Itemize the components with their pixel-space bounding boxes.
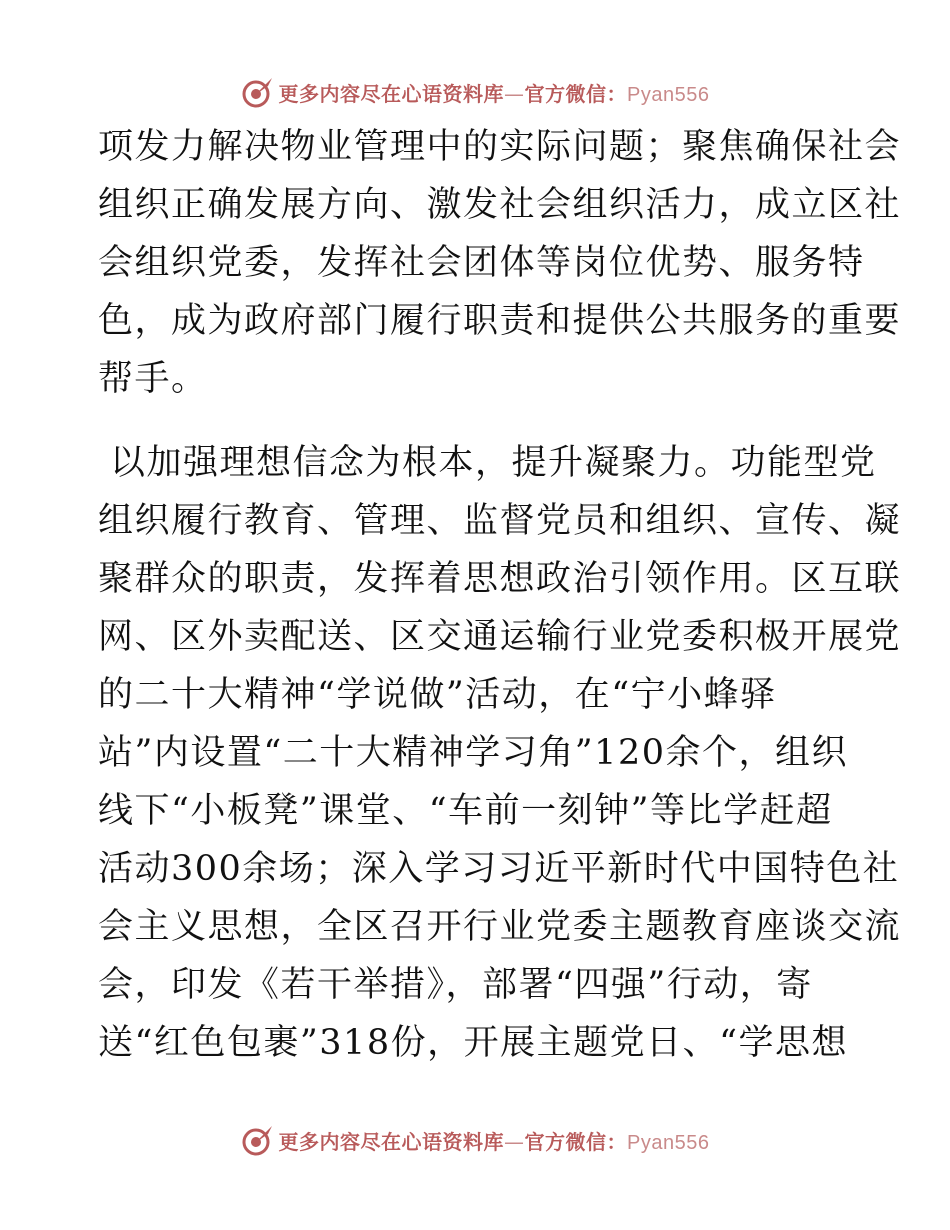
footer-banner-text: [279, 1126, 710, 1155]
text-line: 网、区外卖配送、区交通运输行业党委积极开展党: [98, 617, 902, 657]
footer-banner-sep: —: [504, 1129, 525, 1154]
footer-banner: [0, 1120, 950, 1160]
text-line: 活动300余场；深入学习习近平新时代中国特色社: [98, 849, 900, 889]
footer-banner-title: 更多内容尽在心语资料库: [278, 1129, 505, 1154]
text-line: 的二十大精神“学说做”活动，在“宁小蜂驿: [98, 675, 777, 715]
text-line: 以加强理想信念为根本，提升凝聚力。功能型党: [110, 443, 877, 483]
paragraph-gap: [98, 408, 858, 434]
text-line: 色，成为政府部门履行职责和提供公共服务的重要: [98, 301, 902, 341]
quill-logo-icon: [241, 1123, 275, 1157]
text-line: 组织履行教育、管理、监督党员和组织、宣传、凝: [98, 501, 902, 541]
document-body: [98, 118, 902, 1072]
quill-logo-icon: [241, 75, 275, 109]
text-line: 会组织党委，发挥社会团体等岗位优势、服务特: [98, 243, 865, 283]
text-line: 站”内设置“二十大精神学习角”120余个，组织: [98, 733, 848, 773]
text-line: 帮手。: [98, 359, 208, 399]
text-line: 线下“小板凳”课堂、“车前一刻钟”等比学赶超: [98, 791, 833, 831]
footer-banner-handle: Pyan556: [627, 1131, 710, 1154]
text-line: 组织正确发展方向、激发社会组织活力，成立区社: [98, 185, 902, 225]
text-line: 聚群众的职责，发挥着思想政治引领作用。区互联: [98, 559, 902, 599]
header-banner-sep: —: [504, 81, 525, 106]
text-line: 送“红色包裹”318份，开展主题党日、“学思想: [98, 1023, 848, 1063]
header-banner-wechat: 官方微信：: [524, 81, 628, 106]
paragraph-1: [98, 118, 902, 408]
text-line: 会，印发《若干举措》，部署“四强”行动，寄: [98, 965, 813, 1005]
header-banner-title: 更多内容尽在心语资料库: [278, 81, 505, 106]
header-banner-text: [279, 78, 710, 107]
text-line: 会主义思想，全区召开行业党委主题教育座谈交流: [98, 907, 902, 947]
text-line: 项发力解决物业管理中的实际问题；聚焦确保社会: [98, 127, 902, 167]
header-banner-handle: Pyan556: [627, 83, 710, 106]
footer-banner-wechat: 官方微信：: [524, 1129, 628, 1154]
paragraph-2: [98, 434, 902, 1072]
header-banner: [0, 72, 950, 112]
